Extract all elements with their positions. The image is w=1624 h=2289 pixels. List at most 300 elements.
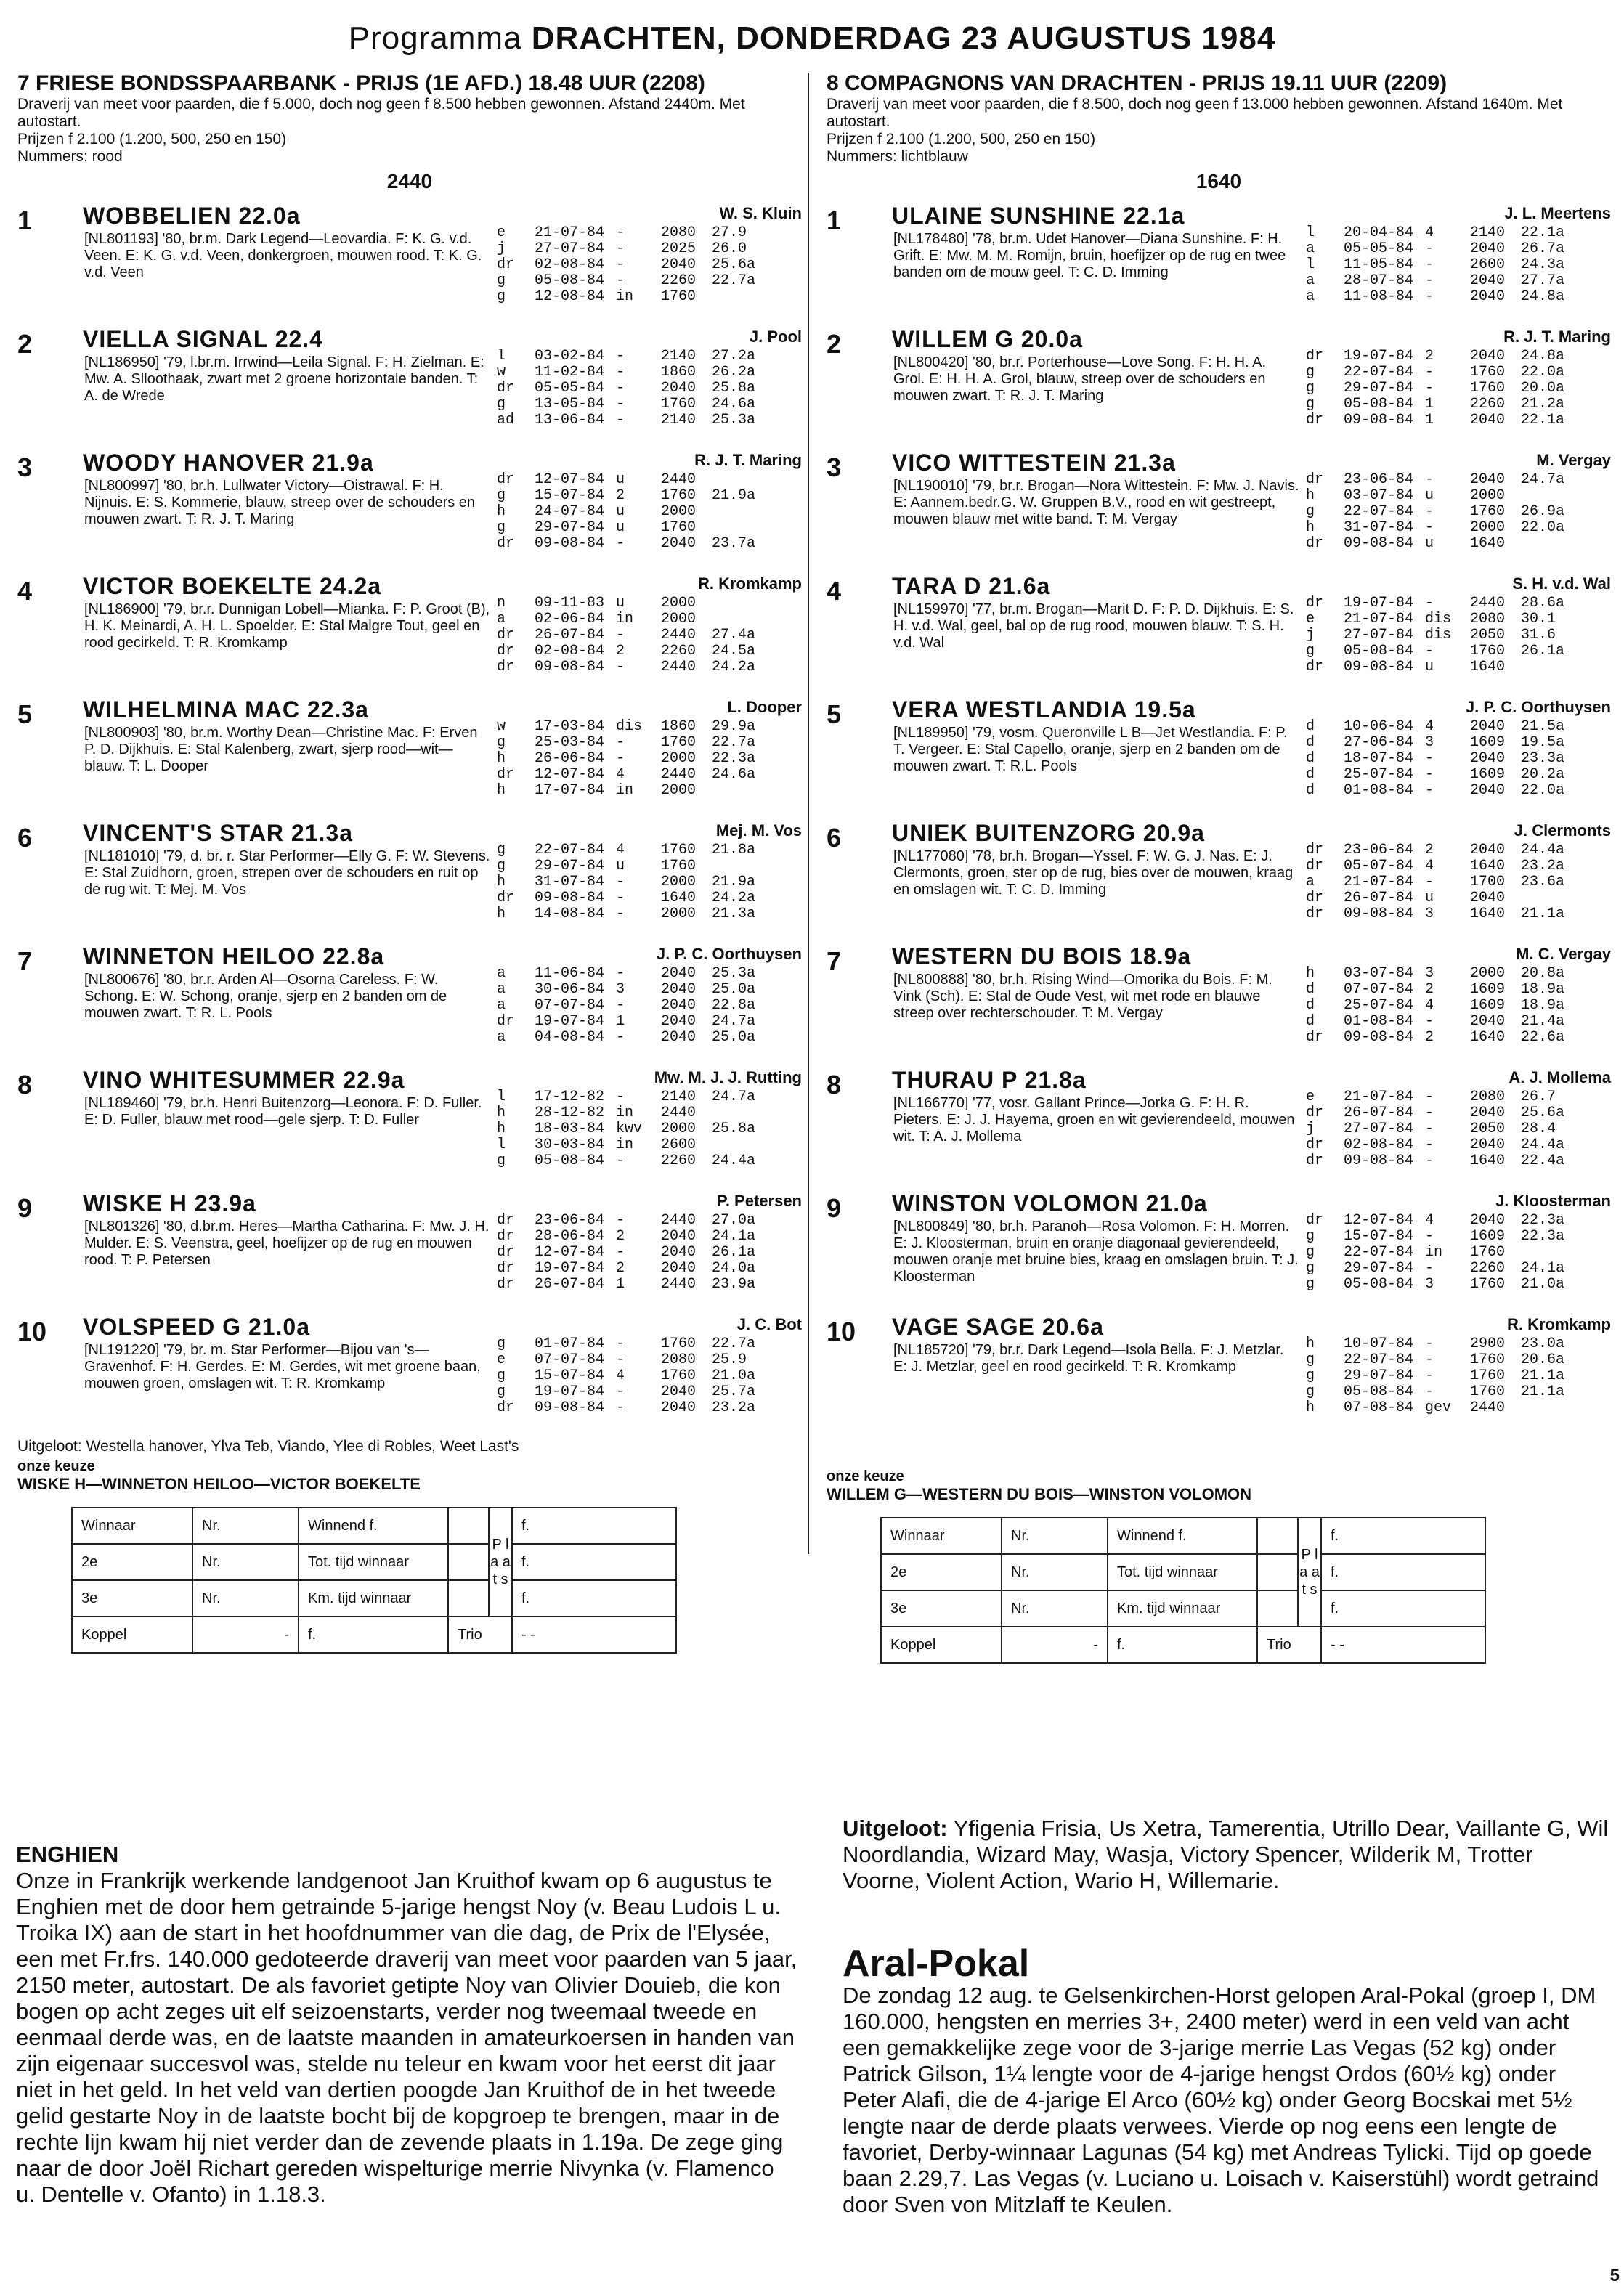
title-prefix: Programma — [348, 20, 522, 56]
form-date: 09-08-84 — [1344, 535, 1414, 552]
race-8-column — [827, 71, 1611, 1664]
form-distance: 2000 — [661, 611, 697, 627]
form-place: - — [616, 1399, 625, 1416]
form-distance: 1640 — [1470, 1029, 1506, 1046]
form-distance: 1640 — [1470, 906, 1506, 922]
form-distance: 2140 — [1470, 224, 1506, 241]
form-track: g — [1306, 1260, 1315, 1277]
bet-amount-label: Km. tijd winnaar — [1108, 1590, 1257, 1627]
form-track: dr — [1306, 1137, 1324, 1153]
form-track: dr — [497, 1013, 515, 1030]
form-date: 17-03-84 — [535, 718, 605, 735]
bet-place-label: Winnaar — [72, 1508, 192, 1544]
horse-description: [NL177080] '78, br.h. Brogan—Yssel. F: W. G. J. Nas. E: J. Clermonts, groen, ster op de rug, bies over de mouwen, kraag en omslagen wit. T: C. D. Imming — [893, 848, 1294, 898]
form-time — [712, 289, 770, 305]
race-7-column — [17, 71, 802, 1654]
bet-koppel-dash: - — [192, 1617, 299, 1653]
form-date: 25-07-84 — [1344, 766, 1414, 783]
form-row — [1306, 1229, 1611, 1245]
horse-description: [NL800676] '80, br.r. Arden Al—Osorna Careless. F: W. Schong. E: W. Schong, oranje, sjerp en 2 banden om de mouwen zwart. T: R. L. Pools — [84, 972, 447, 1021]
form-date: 21-07-84 — [1344, 611, 1414, 627]
form-distance: 2000 — [661, 782, 697, 799]
form-time — [712, 595, 770, 611]
bet-nr: Nr. — [1002, 1518, 1108, 1554]
form-row — [1306, 1121, 1611, 1137]
form-place: dis — [1425, 611, 1452, 627]
horse-name: VERA WESTLANDIA 19.5a — [892, 696, 1196, 723]
form-row — [497, 1014, 802, 1030]
horse-form-table — [497, 1089, 802, 1169]
form-date: 05-07-84 — [1344, 858, 1414, 874]
form-date: 09-08-84 — [535, 890, 605, 906]
form-distance: 2080 — [1470, 1089, 1506, 1105]
form-date: 07-07-84 — [1344, 981, 1414, 998]
form-track: dr — [1306, 348, 1324, 365]
form-track: dr — [1306, 412, 1324, 428]
form-row — [497, 595, 802, 611]
horse-description: [NL181010] '79, d. br. r. Star Performer—Elly G. F: W. Stevens. E: Stal Zuidhorn, groen, strepen over de schouders en ruit op de rug wit. T: Mej. M. Vos — [84, 848, 490, 898]
form-row — [497, 257, 802, 273]
form-distance: 2040 — [661, 981, 697, 998]
form-row — [1306, 982, 1611, 998]
form-date: 21-07-84 — [535, 224, 605, 241]
form-row — [497, 488, 802, 504]
form-time: 24.0a — [712, 1260, 756, 1277]
form-date: 05-05-84 — [535, 380, 605, 397]
form-distance: 2900 — [1470, 1335, 1506, 1352]
form-distance: 1760 — [1470, 1351, 1506, 1368]
horse-description: [NL186950] '79, l.br.m. Irrwind—Leila Signal. F: H. Zielman. E: Mw. A. Slloothaak, zwart met 2 groene horizontale banden. T: A. de Wrede — [84, 354, 484, 404]
horse-entry — [827, 449, 1611, 572]
form-date: 17-12-82 — [535, 1089, 605, 1105]
form-date: 24-07-84 — [535, 503, 605, 520]
form-date: 26-07-84 — [1344, 1105, 1414, 1121]
form-distance: 2440 — [661, 766, 697, 783]
form-place: u — [616, 503, 625, 520]
form-date: 03-07-84 — [1344, 965, 1414, 982]
horse-description: [NL801326] '80, d.br.m. Heres—Martha Catharina. F: Mw. J. H. Mulder. E: S. Veenstra, geel, hoefijzer op de rug en mouwen rood. T: P. Petersen — [84, 1219, 490, 1268]
form-place: 2 — [616, 1260, 625, 1277]
form-distance: 1760 — [1470, 1367, 1506, 1384]
form-track: dr — [497, 1244, 515, 1261]
form-row — [1306, 1384, 1611, 1400]
form-place: - — [616, 1089, 625, 1105]
form-place: - — [616, 224, 625, 241]
race-8-prizes: Prijzen f 2.100 (1.200, 500, 250 en 150) — [827, 131, 1096, 147]
form-track: g — [497, 1335, 506, 1352]
horse-name: WOBBELIEN 22.0a — [83, 203, 301, 229]
form-track: dr — [1306, 842, 1324, 858]
form-track: g — [497, 1383, 506, 1400]
horse-number: 6 — [827, 823, 842, 853]
form-distance: 2040 — [1470, 890, 1506, 906]
form-date: 17-07-84 — [535, 782, 605, 799]
form-place: - — [1425, 1351, 1434, 1368]
form-track: dr — [497, 380, 515, 397]
form-row — [1306, 1261, 1611, 1277]
form-row — [1306, 1105, 1611, 1121]
form-track: e — [1306, 611, 1315, 627]
form-place: 2 — [1425, 842, 1434, 858]
form-track: h — [1306, 965, 1315, 982]
horse-form-table — [497, 966, 802, 1046]
form-distance: 2260 — [1470, 396, 1506, 412]
form-time — [1521, 536, 1579, 552]
bet-nr: Nr. — [192, 1508, 299, 1544]
form-date: 31-07-84 — [535, 874, 605, 890]
form-distance: 2040 — [1470, 1013, 1506, 1030]
form-place: u — [616, 858, 625, 874]
race-8-title: 8 COMPAGNONS VAN DRACHTEN - PRIJS 19.11 UUR (2209) — [827, 71, 1448, 95]
form-distance: 2000 — [661, 1121, 697, 1137]
form-date: 18-07-84 — [1344, 750, 1414, 767]
form-time: 28.6a — [1521, 595, 1565, 611]
form-row — [1306, 627, 1611, 643]
form-place: - — [616, 997, 625, 1014]
horse-name: WINNETON HEILOO 22.8a — [83, 943, 385, 969]
form-time: 24.6a — [712, 766, 756, 783]
bet-plaats-f: f. — [512, 1508, 676, 1544]
form-row — [497, 1105, 802, 1121]
bet-plaats-f: f. — [1321, 1554, 1485, 1590]
form-distance: 2040 — [1470, 240, 1506, 257]
form-place: - — [616, 256, 625, 273]
form-distance: 2040 — [661, 256, 697, 273]
horse-trainer: L. Dooper — [727, 698, 802, 716]
form-time: 22.3a — [712, 750, 756, 767]
form-place: - — [616, 412, 625, 428]
form-track: e — [497, 1351, 506, 1368]
form-row — [497, 982, 802, 998]
form-track: dr — [1306, 1029, 1324, 1046]
form-date: 15-07-84 — [1344, 1228, 1414, 1245]
form-track: h — [1306, 1399, 1315, 1416]
form-track: dr — [1306, 535, 1324, 552]
form-date: 23-06-84 — [1344, 471, 1414, 488]
bet-plaats-f: f. — [512, 1580, 676, 1617]
horse-form-table — [1306, 349, 1611, 428]
horse-trainer: P. Petersen — [716, 1192, 802, 1210]
form-distance: 2000 — [1470, 965, 1506, 982]
form-row — [1306, 998, 1611, 1014]
form-date: 18-03-84 — [535, 1121, 605, 1137]
form-time: 26.1a — [1521, 643, 1565, 659]
form-distance: 2440 — [661, 1276, 697, 1293]
horse-name: VOLSPEED G 21.0a — [83, 1314, 311, 1340]
horse-name: WISKE H 23.9a — [83, 1190, 256, 1216]
form-place: - — [616, 535, 625, 552]
form-row — [497, 659, 802, 675]
form-distance: 1609 — [1470, 766, 1506, 783]
form-date: 29-07-84 — [535, 519, 605, 536]
bet-table — [71, 1507, 677, 1654]
horse-form-table — [497, 1213, 802, 1293]
horse-form-table — [1306, 966, 1611, 1046]
column-divider — [808, 73, 809, 1554]
form-track: d — [1306, 981, 1315, 998]
horse-form-table — [497, 595, 802, 675]
form-date: 04-08-84 — [535, 1029, 605, 1046]
form-row — [497, 504, 802, 520]
form-track: dr — [497, 256, 515, 273]
form-time: 25.9 — [712, 1351, 747, 1368]
form-date: 12-07-84 — [535, 1244, 605, 1261]
form-time — [1521, 890, 1579, 906]
bet-plaats-f: f. — [512, 1544, 676, 1580]
form-row — [1306, 365, 1611, 381]
form-distance: 2025 — [661, 240, 697, 257]
form-date: 07-07-84 — [535, 1351, 605, 1368]
form-track: g — [1306, 380, 1315, 397]
form-place: kwv — [616, 1121, 643, 1137]
form-track: a — [1306, 288, 1315, 305]
race-8-keuze: WILLEM G—WESTERN DU BOIS—WINSTON VOLOMON — [827, 1485, 1252, 1503]
form-row — [1306, 397, 1611, 412]
form-row — [497, 289, 802, 305]
form-time: 24.4a — [1521, 842, 1565, 858]
form-row — [1306, 472, 1611, 488]
form-distance: 2000 — [661, 906, 697, 922]
horse-form-table — [1306, 595, 1611, 675]
form-track: dr — [497, 535, 515, 552]
form-row — [1306, 1213, 1611, 1229]
form-time: 25.8a — [712, 380, 756, 397]
form-date: 10-07-84 — [1344, 1335, 1414, 1352]
form-row — [1306, 874, 1611, 890]
form-date: 09-08-84 — [535, 535, 605, 552]
form-track: l — [1306, 224, 1315, 241]
bet-blank — [448, 1508, 489, 1544]
horse-name: VAGE SAGE 20.6a — [892, 1314, 1104, 1340]
form-time: 21.1a — [1521, 1383, 1565, 1400]
form-distance: 2040 — [1470, 288, 1506, 305]
form-date: 05-08-84 — [1344, 1276, 1414, 1293]
form-time: 20.8a — [1521, 965, 1565, 982]
horse-name: THURAU P 21.8a — [892, 1067, 1087, 1093]
horse-form-table — [1306, 225, 1611, 305]
bet-place-label: 3e — [881, 1590, 1002, 1627]
form-distance: 2040 — [661, 1399, 697, 1416]
form-place: 1 — [616, 1276, 625, 1293]
form-row — [1306, 1030, 1611, 1046]
form-date: 09-08-84 — [535, 1399, 605, 1416]
form-place: 2 — [1425, 348, 1434, 365]
form-place: 4 — [1425, 858, 1434, 874]
form-date: 01-07-84 — [535, 1335, 605, 1352]
form-date: 28-06-84 — [535, 1228, 605, 1245]
form-time: 24.5a — [712, 643, 756, 659]
form-date: 05-08-84 — [1344, 1383, 1414, 1400]
form-time: 20.2a — [1521, 766, 1565, 783]
form-distance: 1760 — [661, 288, 697, 305]
form-time: 26.9a — [1521, 503, 1565, 520]
form-date: 10-06-84 — [1344, 718, 1414, 735]
form-row — [1306, 536, 1611, 552]
bet-amount-label: Winnend f. — [299, 1508, 448, 1544]
form-place: - — [1425, 1228, 1434, 1245]
form-distance: 2040 — [661, 380, 697, 397]
form-distance: 2040 — [1470, 1105, 1506, 1121]
form-time: 21.8a — [712, 842, 756, 858]
form-row — [497, 365, 802, 381]
form-date: 05-08-84 — [1344, 643, 1414, 659]
horse-description: [NL800849] '80, br.h. Paranoh—Rosa Volomon. F: H. Morren. E: J. Kloosterman, bruin en oranje diagonaal gevierendeeld, mouwen oranje met bruine bies, kraag en omslagen bruin. T: J. Kloosterman — [893, 1219, 1299, 1285]
form-place: in — [616, 288, 634, 305]
horse-number: 10 — [17, 1317, 47, 1346]
horse-number: 5 — [827, 699, 842, 729]
form-row — [1306, 735, 1611, 751]
form-time: 22.4a — [1521, 1152, 1565, 1169]
form-track: ad — [497, 412, 515, 428]
form-row — [1306, 643, 1611, 659]
horse-entry — [827, 1066, 1611, 1190]
form-row — [497, 1277, 802, 1293]
form-distance: 1640 — [1470, 659, 1506, 675]
form-place: u — [1425, 487, 1434, 504]
form-place: - — [1425, 1260, 1434, 1277]
form-time: 21.0a — [1521, 1276, 1565, 1293]
form-time: 21.0a — [712, 1367, 756, 1384]
form-track: h — [497, 782, 506, 799]
race-7-bet-form — [17, 1507, 802, 1654]
horse-entry — [827, 943, 1611, 1066]
form-time: 21.5a — [1521, 718, 1565, 735]
form-place: - — [616, 627, 625, 643]
form-row — [497, 842, 802, 858]
form-date: 12-07-84 — [535, 471, 605, 488]
form-track: dr — [497, 1212, 515, 1229]
page-number: 5 — [1609, 2266, 1620, 2285]
horse-form-table — [1306, 1213, 1611, 1293]
horse-form-table — [1306, 1336, 1611, 1416]
horse-description: [NL159970] '77, br.m. Brogan—Marit D. F: P. D. Dijkhuis. E: S. H. v.d. Wal, geel, bal op de rug rood, mouwen blauw. T: S. H. v.d. Wal — [893, 601, 1294, 651]
horse-number: 2 — [17, 329, 33, 359]
form-place: 3 — [1425, 1276, 1434, 1293]
form-row — [1306, 966, 1611, 982]
horse-name: WESTERN DU BOIS 18.9a — [892, 943, 1192, 969]
form-row — [1306, 611, 1611, 627]
race-7-prizes: Prijzen f 2.100 (1.200, 500, 250 en 150) — [17, 131, 287, 147]
form-date: 03-07-84 — [1344, 487, 1414, 504]
form-track: d — [1306, 734, 1315, 751]
horse-description: [NL191220] '79, br. m. Star Performer—Bijou van 's—Gravenhof. F: H. Gerdes. E: M. Gerdes, wit met groene baan, mouwen groen, omslagen wit. T: R. Kromkamp — [84, 1342, 481, 1391]
form-distance: 1760 — [661, 1367, 697, 1384]
bet-blank — [448, 1580, 489, 1617]
form-row — [497, 643, 802, 659]
bet-blank — [1257, 1518, 1298, 1554]
form-time: 24.1a — [712, 1228, 756, 1245]
form-time: 23.7a — [712, 535, 756, 552]
form-track: dr — [497, 627, 515, 643]
form-distance: 2000 — [661, 595, 697, 611]
bet-table — [880, 1517, 1486, 1664]
form-place: in — [616, 782, 634, 799]
bet-place-label: 3e — [72, 1580, 192, 1617]
form-distance: 2260 — [661, 1152, 697, 1169]
horse-trainer: A. J. Mollema — [1509, 1068, 1611, 1086]
form-time: 24.4a — [1521, 1137, 1565, 1153]
form-row — [1306, 1277, 1611, 1293]
horse-trainer: J. P. C. Oorthuysen — [656, 945, 802, 963]
form-distance: 2440 — [1470, 1399, 1506, 1416]
form-date: 30-03-84 — [535, 1137, 605, 1153]
horse-name: TARA D 21.6a — [892, 573, 1051, 599]
form-time: 22.0a — [1521, 519, 1565, 536]
form-place: - — [616, 890, 625, 906]
form-date: 21-07-84 — [1344, 1089, 1414, 1105]
form-place: - — [1425, 750, 1434, 767]
form-date: 05-05-84 — [1344, 240, 1414, 257]
form-row — [497, 472, 802, 488]
form-date: 22-07-84 — [1344, 364, 1414, 381]
form-date: 19-07-84 — [535, 1013, 605, 1030]
bet-nr: Nr. — [1002, 1554, 1108, 1590]
form-place: u — [616, 471, 625, 488]
bet-trio-f: - - — [1321, 1627, 1485, 1663]
form-place: - — [616, 348, 625, 365]
form-time: 25.8a — [712, 1121, 756, 1137]
form-track: d — [1306, 782, 1315, 799]
form-date: 26-07-84 — [535, 1276, 605, 1293]
form-place: 4 — [616, 766, 625, 783]
form-place: u — [1425, 659, 1434, 675]
form-row — [497, 1261, 802, 1277]
form-place: u — [616, 519, 625, 536]
form-place: 2 — [616, 487, 625, 504]
form-row — [497, 273, 802, 289]
horse-trainer: S. H. v.d. Wal — [1512, 574, 1611, 593]
form-time — [1521, 1245, 1579, 1261]
horse-description: [NL166770] '77, vosr. Gallant Prince—Jorka G. F: H. R. Pieters. E: J. J. Hayema, groen en wit gevierendeeld, mouwen wit. T: A. J. Mollema — [893, 1095, 1295, 1144]
form-place: - — [1425, 874, 1434, 890]
form-date: 05-08-84 — [535, 272, 605, 289]
horse-number: 5 — [17, 699, 33, 729]
form-track: g — [497, 396, 506, 412]
form-track: dr — [1306, 858, 1324, 874]
form-row — [1306, 1014, 1611, 1030]
form-time: 22.6a — [1521, 1029, 1565, 1046]
form-place: - — [1425, 503, 1434, 520]
form-time: 23.9a — [712, 1276, 756, 1293]
form-date: 30-06-84 — [535, 981, 605, 998]
form-distance: 2440 — [661, 1212, 697, 1229]
form-row — [1306, 1245, 1611, 1261]
form-time — [712, 472, 770, 488]
form-place: - — [616, 906, 625, 922]
form-track: h — [497, 750, 506, 767]
form-time — [712, 520, 770, 536]
horse-number: 1 — [827, 206, 842, 235]
form-row — [497, 783, 802, 799]
form-track: dr — [1306, 1105, 1324, 1121]
horse-entry — [17, 819, 802, 943]
horse-form-table — [497, 1336, 802, 1416]
uitgeloot-8-list: Yfigenia Frisia, Us Xetra, Tamerentia, Utrillo Dear, Vaillante G, Wil Noordlandia, Wizard May, Wasja, Victory Spencer, Wilderik M, Trotter Voorne, Violent Action, Wario H, Willemarie. — [843, 1816, 1609, 1893]
form-time — [712, 1137, 770, 1153]
form-row — [497, 1153, 802, 1169]
form-date: 26-06-84 — [535, 750, 605, 767]
form-place: gev — [1425, 1399, 1452, 1416]
horse-number: 4 — [17, 576, 33, 606]
form-distance: 1760 — [1470, 364, 1506, 381]
horse-entry — [827, 572, 1611, 696]
form-row — [497, 1245, 802, 1261]
form-time — [712, 783, 770, 799]
form-track: d — [1306, 718, 1315, 735]
form-place: - — [616, 1383, 625, 1400]
horse-number: 6 — [17, 823, 33, 853]
form-distance: 2440 — [661, 627, 697, 643]
